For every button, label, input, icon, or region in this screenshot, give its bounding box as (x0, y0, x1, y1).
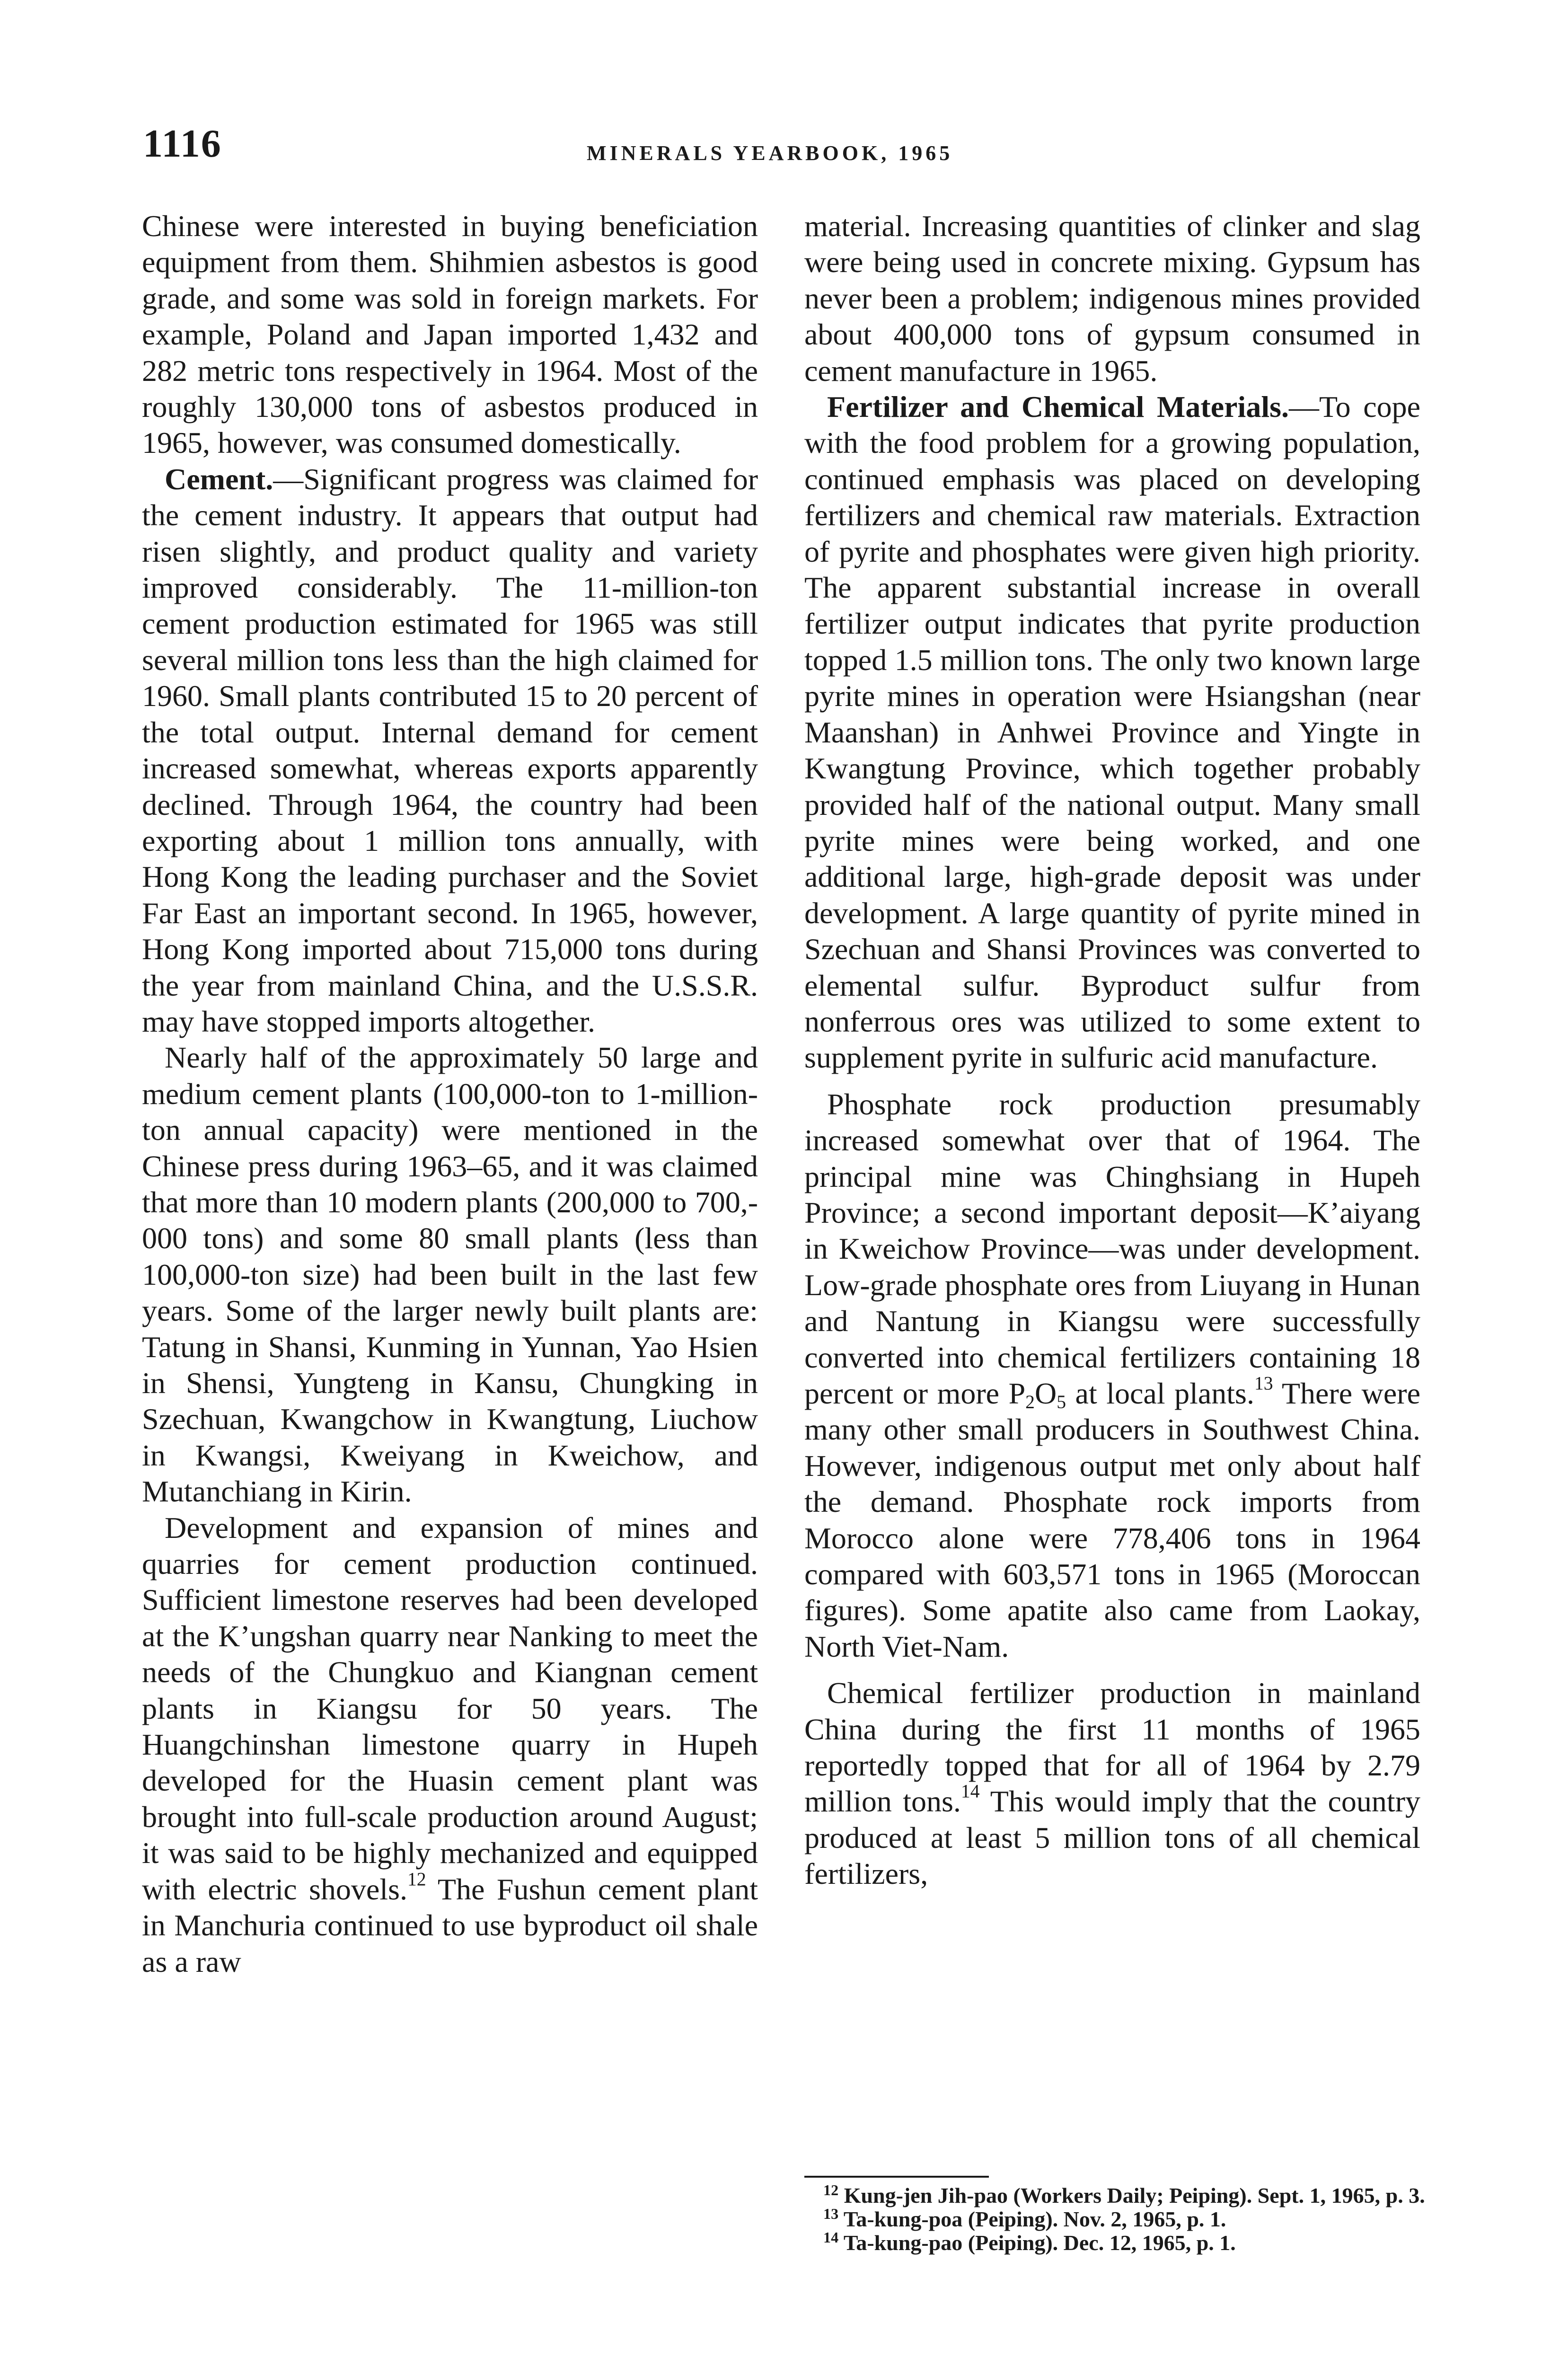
footnote-ref-12: 12 (407, 1868, 426, 1889)
chemical-fertilizer-text-a: Chemical fertilizer production in mainland China during the first 11 months of 1965 reportedly topped that for all of 1964 by 2.79 million tons. (804, 1676, 1420, 1819)
footnote-ref-14: 14 (960, 1781, 980, 1802)
paragraph-cement-continued: material. Increasing quantities of clinker and slag were being used in concrete mixing. Gypsum has never been a problem; indigenous mines provided about 400,000 tons of gypsum consumed in cement manufacture in 1965. (804, 209, 1420, 388)
paragraph-cement (142, 461, 758, 1040)
footnote-number: 13 (823, 2205, 839, 2222)
footnote-number: 14 (823, 2228, 839, 2246)
phosphate-text-d: There were many other small producers in Southwest China. However, indigenous output met only about half the demand. Phosphate rock imports from Morocco alone were 778,406 tons in 1964 compared with 603,571 tons in 1965 (Moroccan figures). Some apatite also came from Laokay, North Viet-Nam. (804, 1377, 1421, 1663)
running-head: MINERALS YEARBOOK, 1965 (587, 141, 953, 165)
paragraph-quarries-text: Development and expansion of mines and quarries for cement production continued. Sufficient limestone reserves had been developed at the K’ungshan quarry near Nanking to meet the needs of the Chungkuo and Kiangnan cement plants in Kiangsu for 50 years. The Huangchinshan limestone quarry in Hupeh developed for the Huasin cement plant was brought into full-scale production around August; it was said to be highly mechanized and equipped with electric shovels. (142, 1510, 758, 1906)
page-number: 1116 (143, 122, 222, 166)
left-column (142, 208, 758, 1980)
paragraph-phosphate (804, 1086, 1420, 1665)
paragraph-cement-plants: Nearly half of the approximately 50 large and medium cement plants (100,000-ton to 1-million-ton annual capacity) were mentioned in the Chinese press during 1963–65, and it was claimed that more than 10 modern plants (200,000 to 700,000 tons) and some 80 small plants (less than 100,000-ton size) had been built in the last few years. Some of the larger newly built plants are: Tatung in Shansi, Kunming in Yunnan, Yao Hsien in Shensi, Yungteng in Kansu, Chungking in Szechuan, Kwangchow in Kwangtung, Liuchow in Kwangsi, Kweiyang in Kweichow, and Mutanchiang in Kirin. (142, 1041, 758, 1509)
footnote-ref-13: 13 (1254, 1373, 1273, 1394)
paragraph-quarries-tail: The Fushun cement plant in Manchuria continued to use byproduct oil shale as a raw (142, 1872, 758, 1978)
paragraph-asbestos-continued: Chinese were interested in buying beneficiation equipment from them. Shihmien asbestos is good grade, and some was sold in foreign markets. For example, Poland and Japan imported 1,432 and 282 metric tons respectively in 1964. Most of the roughly 130,000 tons of asbestos produced in 1965, however, was consumed domestically. (142, 209, 758, 460)
paragraph-fertilizer-text: —To cope with the food problem for a growing population, continued emphasis was placed on developing fertilizers and chemical raw materials. Extraction of pyrite and phosphates were given high priority. The apparent substantial increase in overall fertilizer output indicates that pyrite production topped 1.5 million tons. The only two known large pyrite mines in operation were Hsiangshan (near Maanshan) in Anhwei Province and Yingte in Kwangtung Province, which together probably provided half of the national output. Many small pyrite mines were being worked, and one additional large, high-grade deposit was under development. A large quantity of pyrite mined in Szechuan and Shansi Provinces was converted to elemental sulfur. Byproduct sulfur from nonferrous ores was utilized to some extent to supplement pyrite in sulfuric acid manufacture. (804, 390, 1420, 1075)
right-column (804, 208, 1420, 1892)
subscript-5: 5 (1057, 1391, 1066, 1413)
footnote-text: Ta-kung-poa (Peiping). Nov. 2, 1965, p. 1. (843, 2207, 1226, 2231)
paragraph-chemical-fertilizer (804, 1675, 1420, 1892)
section-heading-fertilizer: Fertilizer and Chemical Materials. (827, 390, 1289, 424)
footnote-13 (804, 2207, 1434, 2231)
footnote-14 (804, 2228, 1434, 2255)
footnote-number: 12 (823, 2181, 839, 2198)
footnote-text: Ta-kung-pao (Peiping). Dec. 12, 1965, p. 1. (843, 2231, 1236, 2255)
footnote-12 (804, 2181, 1434, 2207)
phosphate-text-a: Phosphate rock production presumably increased somewhat over that of 1964. The principal mine was Chinghsiang in Hupeh Province; a second important deposit—K’aiyang in Kweichow Province—was under development. Low-grade phosphate ores from Liuyang in Hunan and Nantung in Kiangsu were successfully converted into chemical fertilizers containing 18 percent or more P (804, 1087, 1420, 1410)
subscript-2: 2 (1025, 1391, 1035, 1413)
footnote-divider (804, 2176, 989, 2178)
footnotes (804, 2181, 1434, 2255)
phosphate-text-b: O (1035, 1377, 1057, 1410)
paragraph-quarries (142, 1510, 758, 1980)
footnote-text: Kung-jen Jih-pao (Workers Daily; Peiping). Sept. 1, 1965, p. 3. (844, 2183, 1425, 2207)
phosphate-text-c: at local plants. (1066, 1377, 1254, 1410)
chemical-fertilizer-text-b: This would imply that the country produced at least 5 million tons of all chemical fertilizers, (804, 1784, 1421, 1891)
paragraph-cement-text: —Significant progress was claimed for the cement industry. It appears that output had risen slightly, and product quality and variety improved considerably. The 11-million-ton cement production estimated for 1965 was still several million tons less than the high claimed for 1960. Small plants contributed 15 to 20 percent of the total output. Internal demand for cement increased somewhat, whereas exports apparently declined. Through 1964, the country had been exporting about 1 million tons annually, with Hong Kong the leading purchaser and the Soviet Far East an important second. In 1965, however, Hong Kong imported about 715,000 tons during the year from mainland China, and the U.S.S.R. may have stopped imports altogether. (142, 462, 758, 1038)
paragraph-fertilizer (804, 389, 1420, 1076)
section-heading-cement: Cement. (165, 462, 273, 496)
